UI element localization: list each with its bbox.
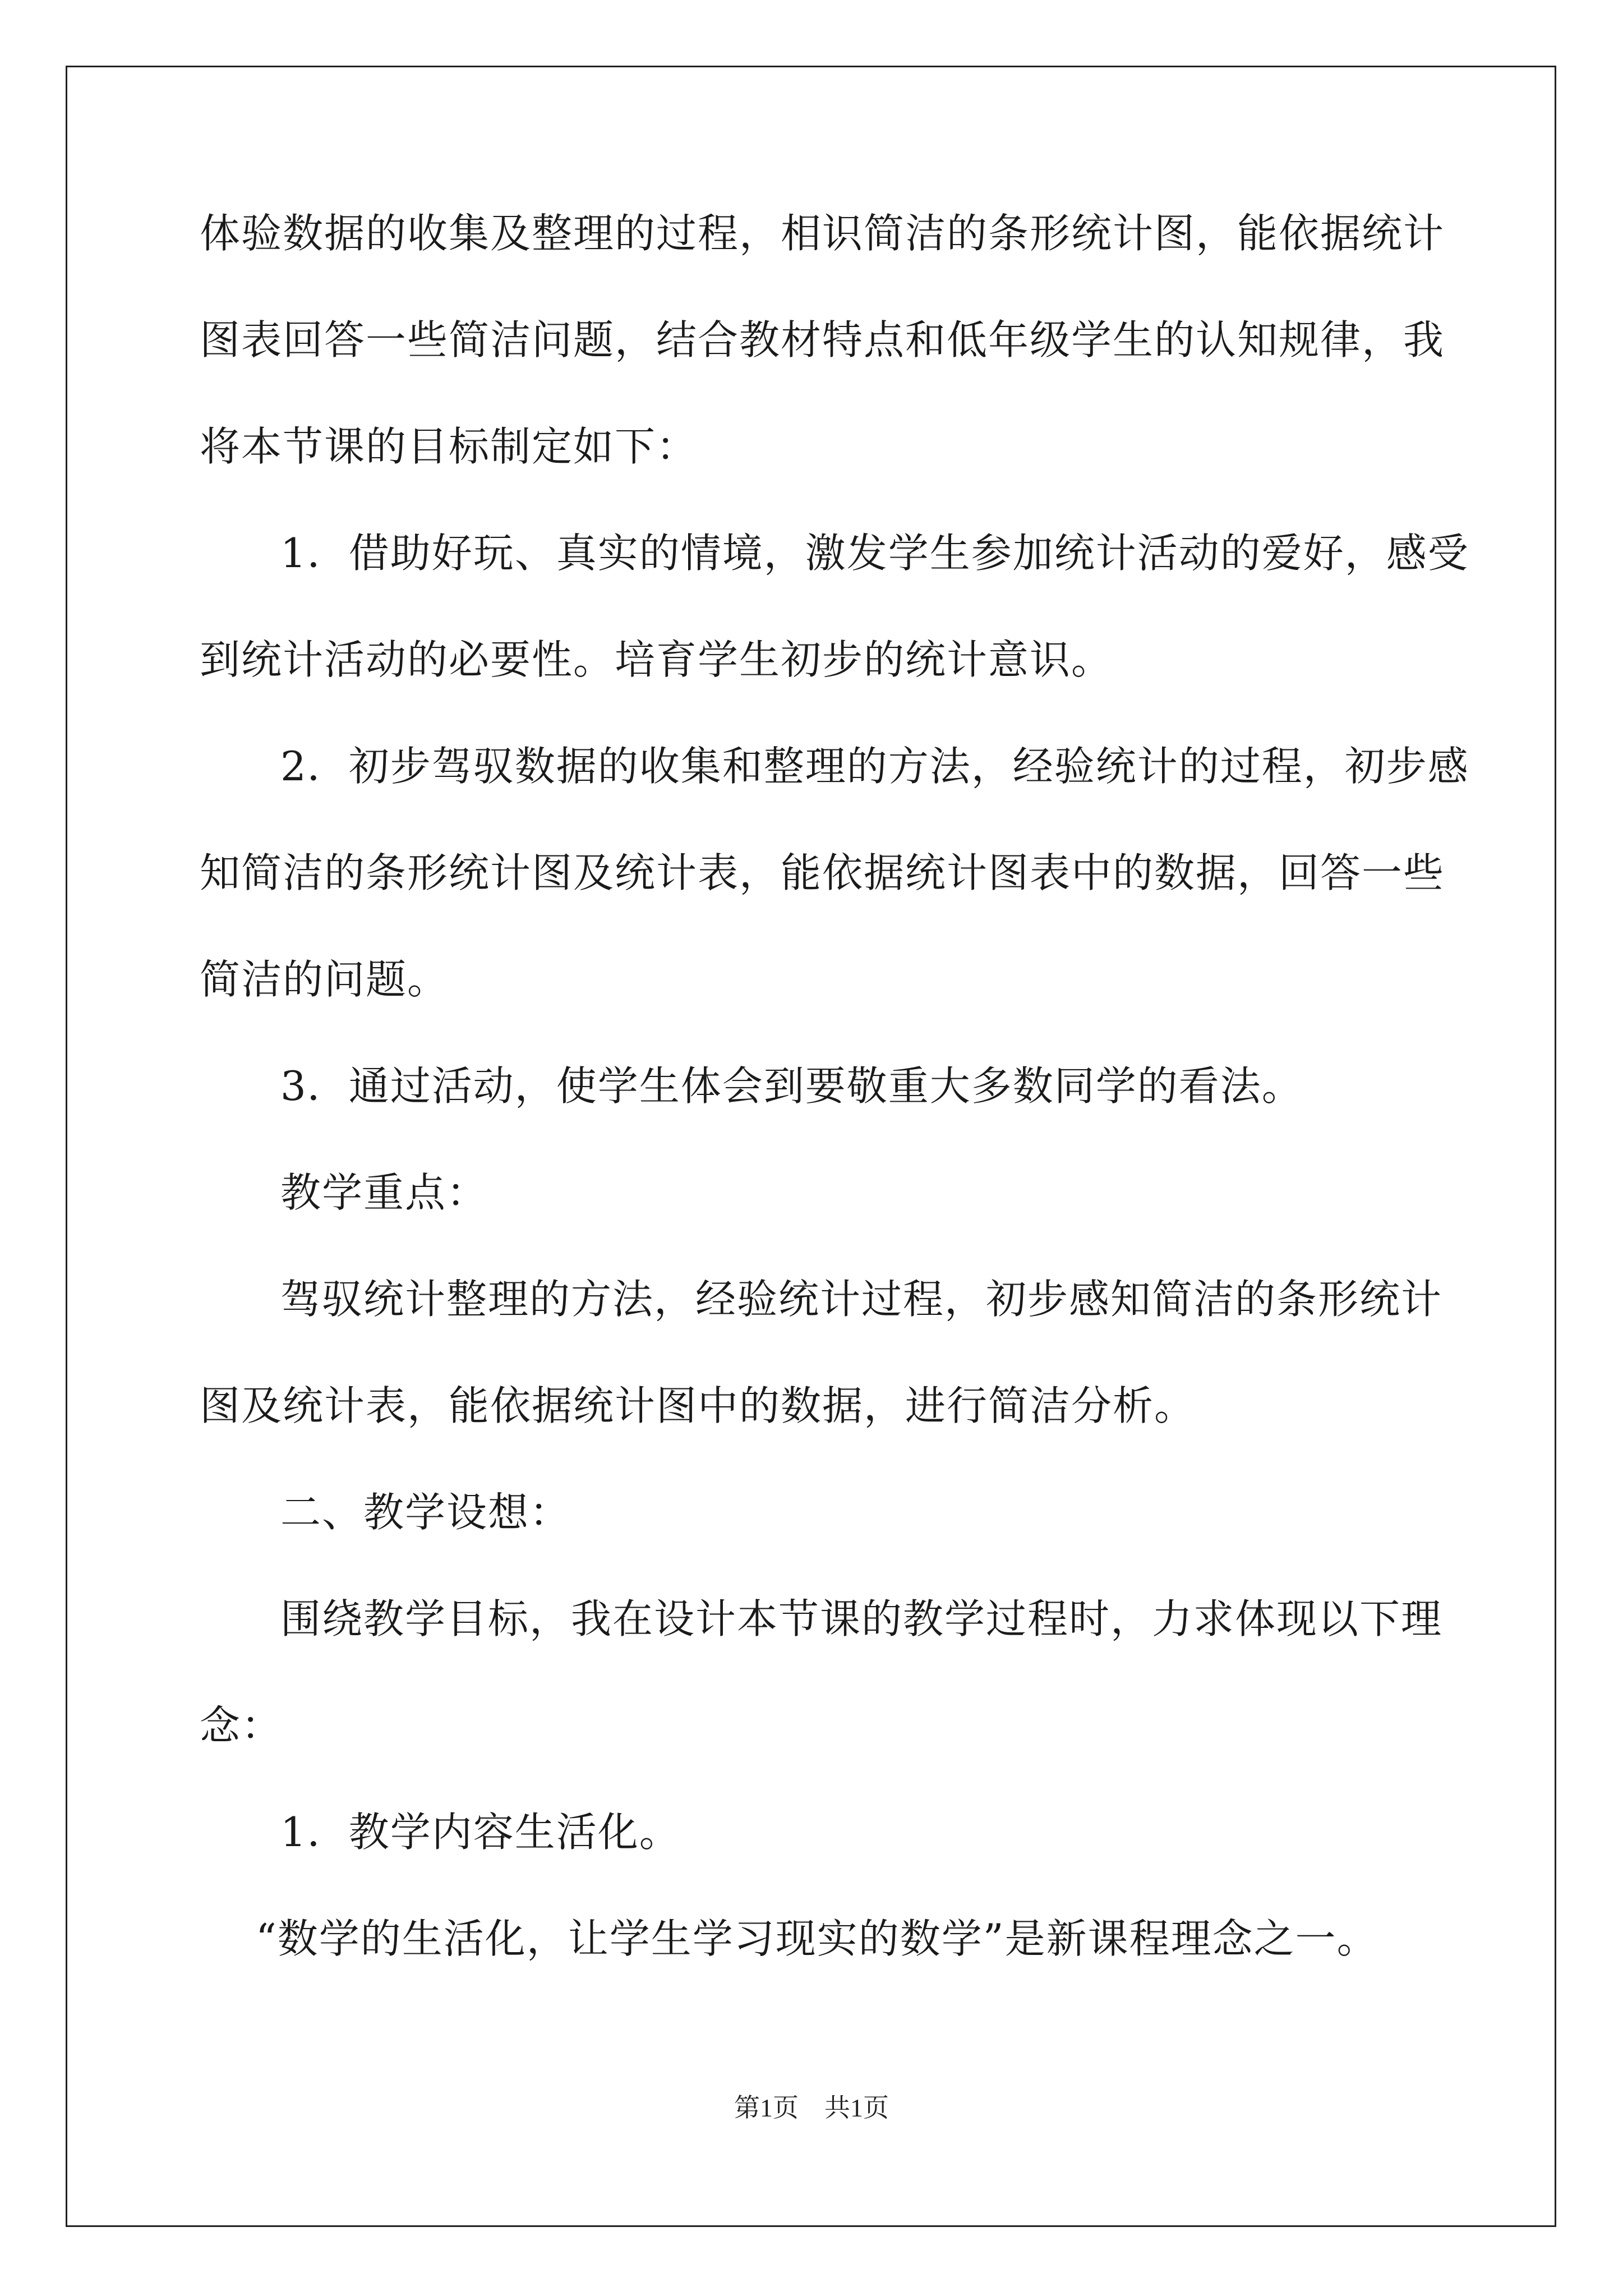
text-line: 简洁的问题。 — [200, 956, 449, 1003]
text-line: 围绕教学目标，我在设计本节课的教学过程时，力求体现以下理 — [280, 1595, 1443, 1642]
section-heading: 教学重点： — [280, 1169, 488, 1216]
page-border — [66, 66, 1556, 2227]
text-line: 1．教学内容生活化。 — [280, 1809, 681, 1856]
page-number: 第1页 共1页 — [734, 2093, 889, 2122]
text-line: 知简洁的条形统计图及统计表，能依据统计图表中的数据，回答一些 — [200, 849, 1445, 896]
text-line: 到统计活动的必要性。培育学生初步的统计意识。 — [200, 636, 1113, 683]
text-line: 3．通过活动，使学生体会到要敬重大多数同学的看法。 — [280, 1062, 1303, 1110]
text-line: 念： — [200, 1702, 283, 1749]
text-line: 图及统计表，能依据统计图中的数据，进行简洁分析。 — [200, 1382, 1196, 1429]
text-line: 图表回答一些简洁问题，结合教材特点和低年级学生的认知规律，我 — [200, 316, 1445, 364]
text-line: 驾驭统计整理的方法，经验统计过程，初步感知简洁的条形统计 — [280, 1276, 1443, 1323]
text-line: 1．借助好玩、真实的情境，激发学生参加统计活动的爱好，感受 — [280, 530, 1469, 577]
text-line: 将本节课的目标制定如下： — [200, 423, 698, 470]
text-line: 体验数据的收集及整理的过程，相识简洁的条形统计图，能依据统计 — [200, 210, 1445, 257]
text-line: 2．初步驾驭数据的收集和整理的方法，经验统计的过程，初步感 — [280, 743, 1469, 790]
section-heading: 二、教学设想： — [280, 1489, 571, 1536]
text-line: “数学的生活化，让学生学习现实的数学”是新课程理念之一。 — [256, 1915, 1378, 1962]
